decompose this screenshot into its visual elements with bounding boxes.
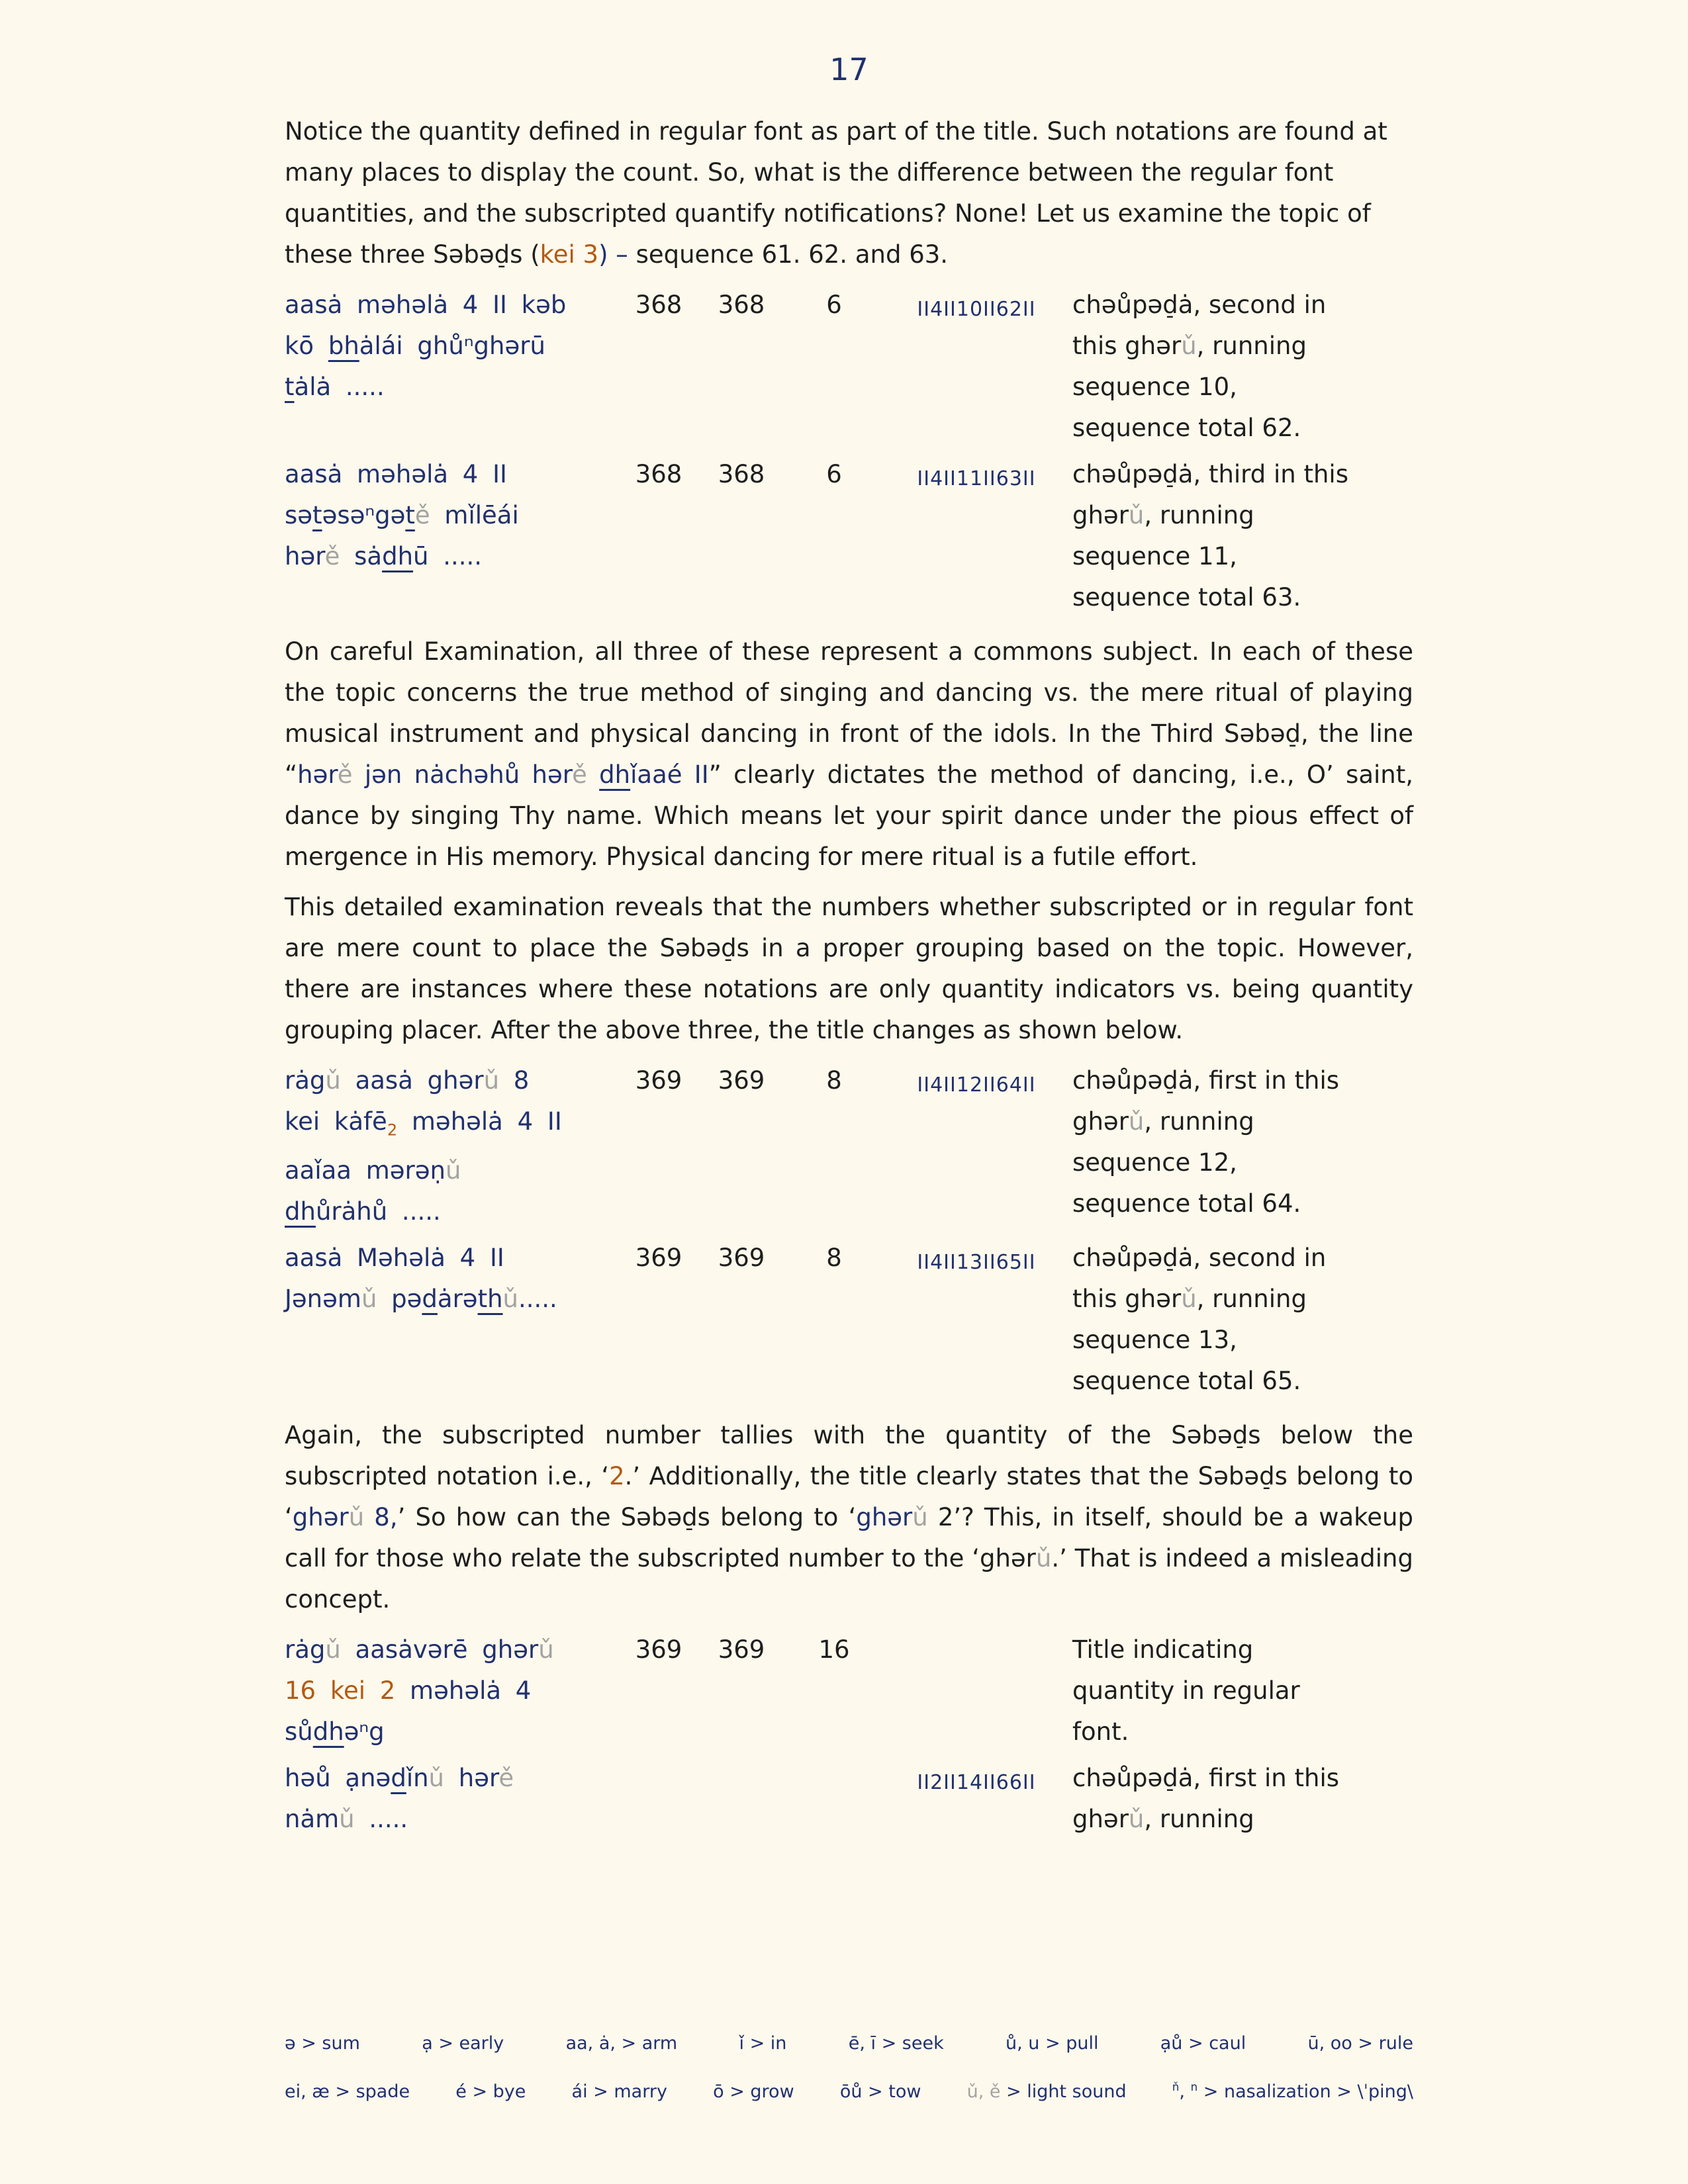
- sequence-notation: II4II11II63II: [917, 467, 1036, 490]
- legend-row-2: [285, 2080, 1413, 2102]
- sabad-description: chəůpəd̠ȧ, first in this ghərǔ, running sequence 12, sequence total 64.: [1072, 1066, 1340, 1218]
- legend-entry: $^ň$, $^n$ > nasalization > \ˈping\: [1172, 2080, 1413, 2102]
- table-row: [285, 1758, 1413, 1840]
- legend-entry: ạ > early: [422, 2033, 504, 2054]
- sabad-description: chəůpəd̠ȧ, second in this ghərǔ, running sequence 10, sequence total 62.: [1072, 291, 1327, 442]
- table-row: [285, 1060, 1413, 1232]
- count-value: 16: [818, 1635, 850, 1664]
- count-value: 6: [826, 460, 842, 488]
- pronunciation-legend: [285, 2033, 1413, 2102]
- sabad-title: həů ạnədǐnǔ hərě nȧmǔ .....: [285, 1764, 514, 1834]
- sabad-title: rȧgǔ aasȧvərē ghərǔ 16 kei 2 məhəlȧ 4 sůdhəⁿg: [285, 1635, 554, 1747]
- sabad-description: Title indicating quantity in regular font.: [1072, 1635, 1300, 1747]
- count-value: [788, 1758, 880, 1840]
- paragraph-detailed: This detailed examination reveals that the numbers whether subscripted or in regular font are mere count to place the Səbəd̠s in a proper grouping based on the topic. However, there are instances where these notations are only quantity indicators vs. being quantity grouping placer. After the above three, the title changes as shown below.: [285, 893, 1413, 1044]
- sequence-notation: [880, 1629, 1072, 1752]
- legend-entry: ē, ī > seek: [848, 2033, 944, 2054]
- legend-entry: ō > grow: [713, 2081, 794, 2102]
- legend-entry: ū, oo > rule: [1307, 2033, 1413, 2054]
- table-row: [285, 1629, 1413, 1752]
- sabad-title: aasȧ məhəlȧ 4 II kəb kō bhȧlái ghůⁿghərū tȧlȧ .....: [285, 291, 567, 401]
- legend-entry: ōů > tow: [839, 2081, 921, 2102]
- sequence-notation: II4II12II64II: [917, 1073, 1036, 1097]
- legend-entry: ạů > caul: [1160, 2033, 1246, 2054]
- sequence-notation: II4II13II65II: [917, 1251, 1036, 1275]
- count-value: 8: [826, 1244, 842, 1273]
- page-content: [285, 52, 1413, 1853]
- paragraph-examination: On careful Examination, all three of these represent a commons subject. In each of these the topic concerns the true method of singing and dancing vs. the mere ritual of playing musical instrument and physical dancing in front of the idols. In the Third Səbəd̠, the line “hərě jən nȧchəhů hərě dhǐaaé II” clearly dictates the method of dancing, i.e., O’ saint, dance by singing Thy name. Which means let your spirit dance under the pious effect of mergence in His memory. Physical dancing for mere ritual is a futile effort.: [285, 637, 1413, 871]
- sequence-notation: II4II10II62II: [917, 298, 1036, 321]
- count-value: 8: [826, 1066, 842, 1095]
- page-ref-1: [622, 1758, 695, 1840]
- table-row: [285, 1238, 1413, 1402]
- page-ref-2: [695, 1758, 788, 1840]
- page-ref-2: 368: [718, 291, 765, 319]
- sabad-title: rȧgǔ aasȧ ghərǔ 8 kei kȧfē$_2$ məhəlȧ 4 II aaǐaa mərəṇǔ dhůrȧhů .....: [285, 1066, 562, 1226]
- legend-entry: ái > marry: [571, 2081, 667, 2102]
- sabad-table-2: [285, 1060, 1413, 1402]
- sabad-table-3: [285, 1629, 1413, 1840]
- paragraph-again: Again, the subscripted number tallies with the quantity of the Səbəd̠s below the subscripted notation i.e., ‘2.’ Additionally, the title clearly states that the Səbəd̠s belong to ‘ghərǔ 8,’ So how can the Səbəd̠s belong to ‘ghərǔ 2’? This, in itself, should be a wakeup call for those who relate the subscripted number to the ‘ghərǔ.’ That is indeed a misleading concept.: [285, 1421, 1413, 1614]
- sabad-description: chəůpəd̠ȧ, first in this ghərǔ, running: [1072, 1764, 1340, 1834]
- page-number: 17: [829, 52, 868, 87]
- table-row: [285, 285, 1413, 449]
- page-ref-1: 369: [635, 1066, 682, 1095]
- sabad-description: chəůpəd̠ȧ, second in this ghərǔ, running sequence 13, sequence total 65.: [1072, 1244, 1327, 1396]
- sabad-title: aasȧ məhəlȧ 4 II sətəsəⁿgətě mǐlēái hərě sȧdhū .....: [285, 460, 519, 570]
- legend-entry: ů, u > pull: [1006, 2033, 1099, 2054]
- page-ref-2: 369: [718, 1244, 765, 1273]
- page-ref-1: 368: [635, 460, 682, 488]
- table-row: [285, 454, 1413, 618]
- legend-entry: ǔ, ě > light sound: [966, 2081, 1127, 2102]
- sabad-title: aasȧ Məhəlȧ 4 II Jənəmǔ pədȧrəthǔ.....: [285, 1244, 557, 1314]
- sequence-notation: II2II14II66II: [917, 1771, 1036, 1795]
- count-value: 6: [826, 291, 842, 319]
- page-ref-2: 368: [718, 460, 765, 488]
- page-ref-1: 369: [635, 1244, 682, 1273]
- paragraph-intro: Notice the quantity defined in regular font as part of the title. Such notations are found at many places to display the count. So, what is the difference between the regular font quantities, and the subscripted quantify notifications? None! Let us examine the topic of these three Səbəd̠s (kei 3) – sequence 61. 62. and 63.: [285, 117, 1387, 269]
- legend-entry: ǐ > in: [739, 2033, 787, 2054]
- legend-entry: ə > sum: [285, 2033, 360, 2054]
- page-ref-1: 369: [635, 1635, 682, 1664]
- legend-row-1: [285, 2033, 1413, 2054]
- legend-entry: ei, æ > spade: [285, 2081, 410, 2102]
- sabad-table-1: [285, 285, 1413, 618]
- page-ref-2: 369: [718, 1066, 765, 1095]
- sabad-description: chəůpəd̠ȧ, third in this ghərǔ, running sequence 11, sequence total 63.: [1072, 460, 1348, 612]
- legend-entry: é > bye: [455, 2081, 526, 2102]
- legend-entry: aa, ȧ, > arm: [565, 2033, 678, 2054]
- page-ref-2: 369: [718, 1635, 765, 1664]
- page-ref-1: 368: [635, 291, 682, 319]
